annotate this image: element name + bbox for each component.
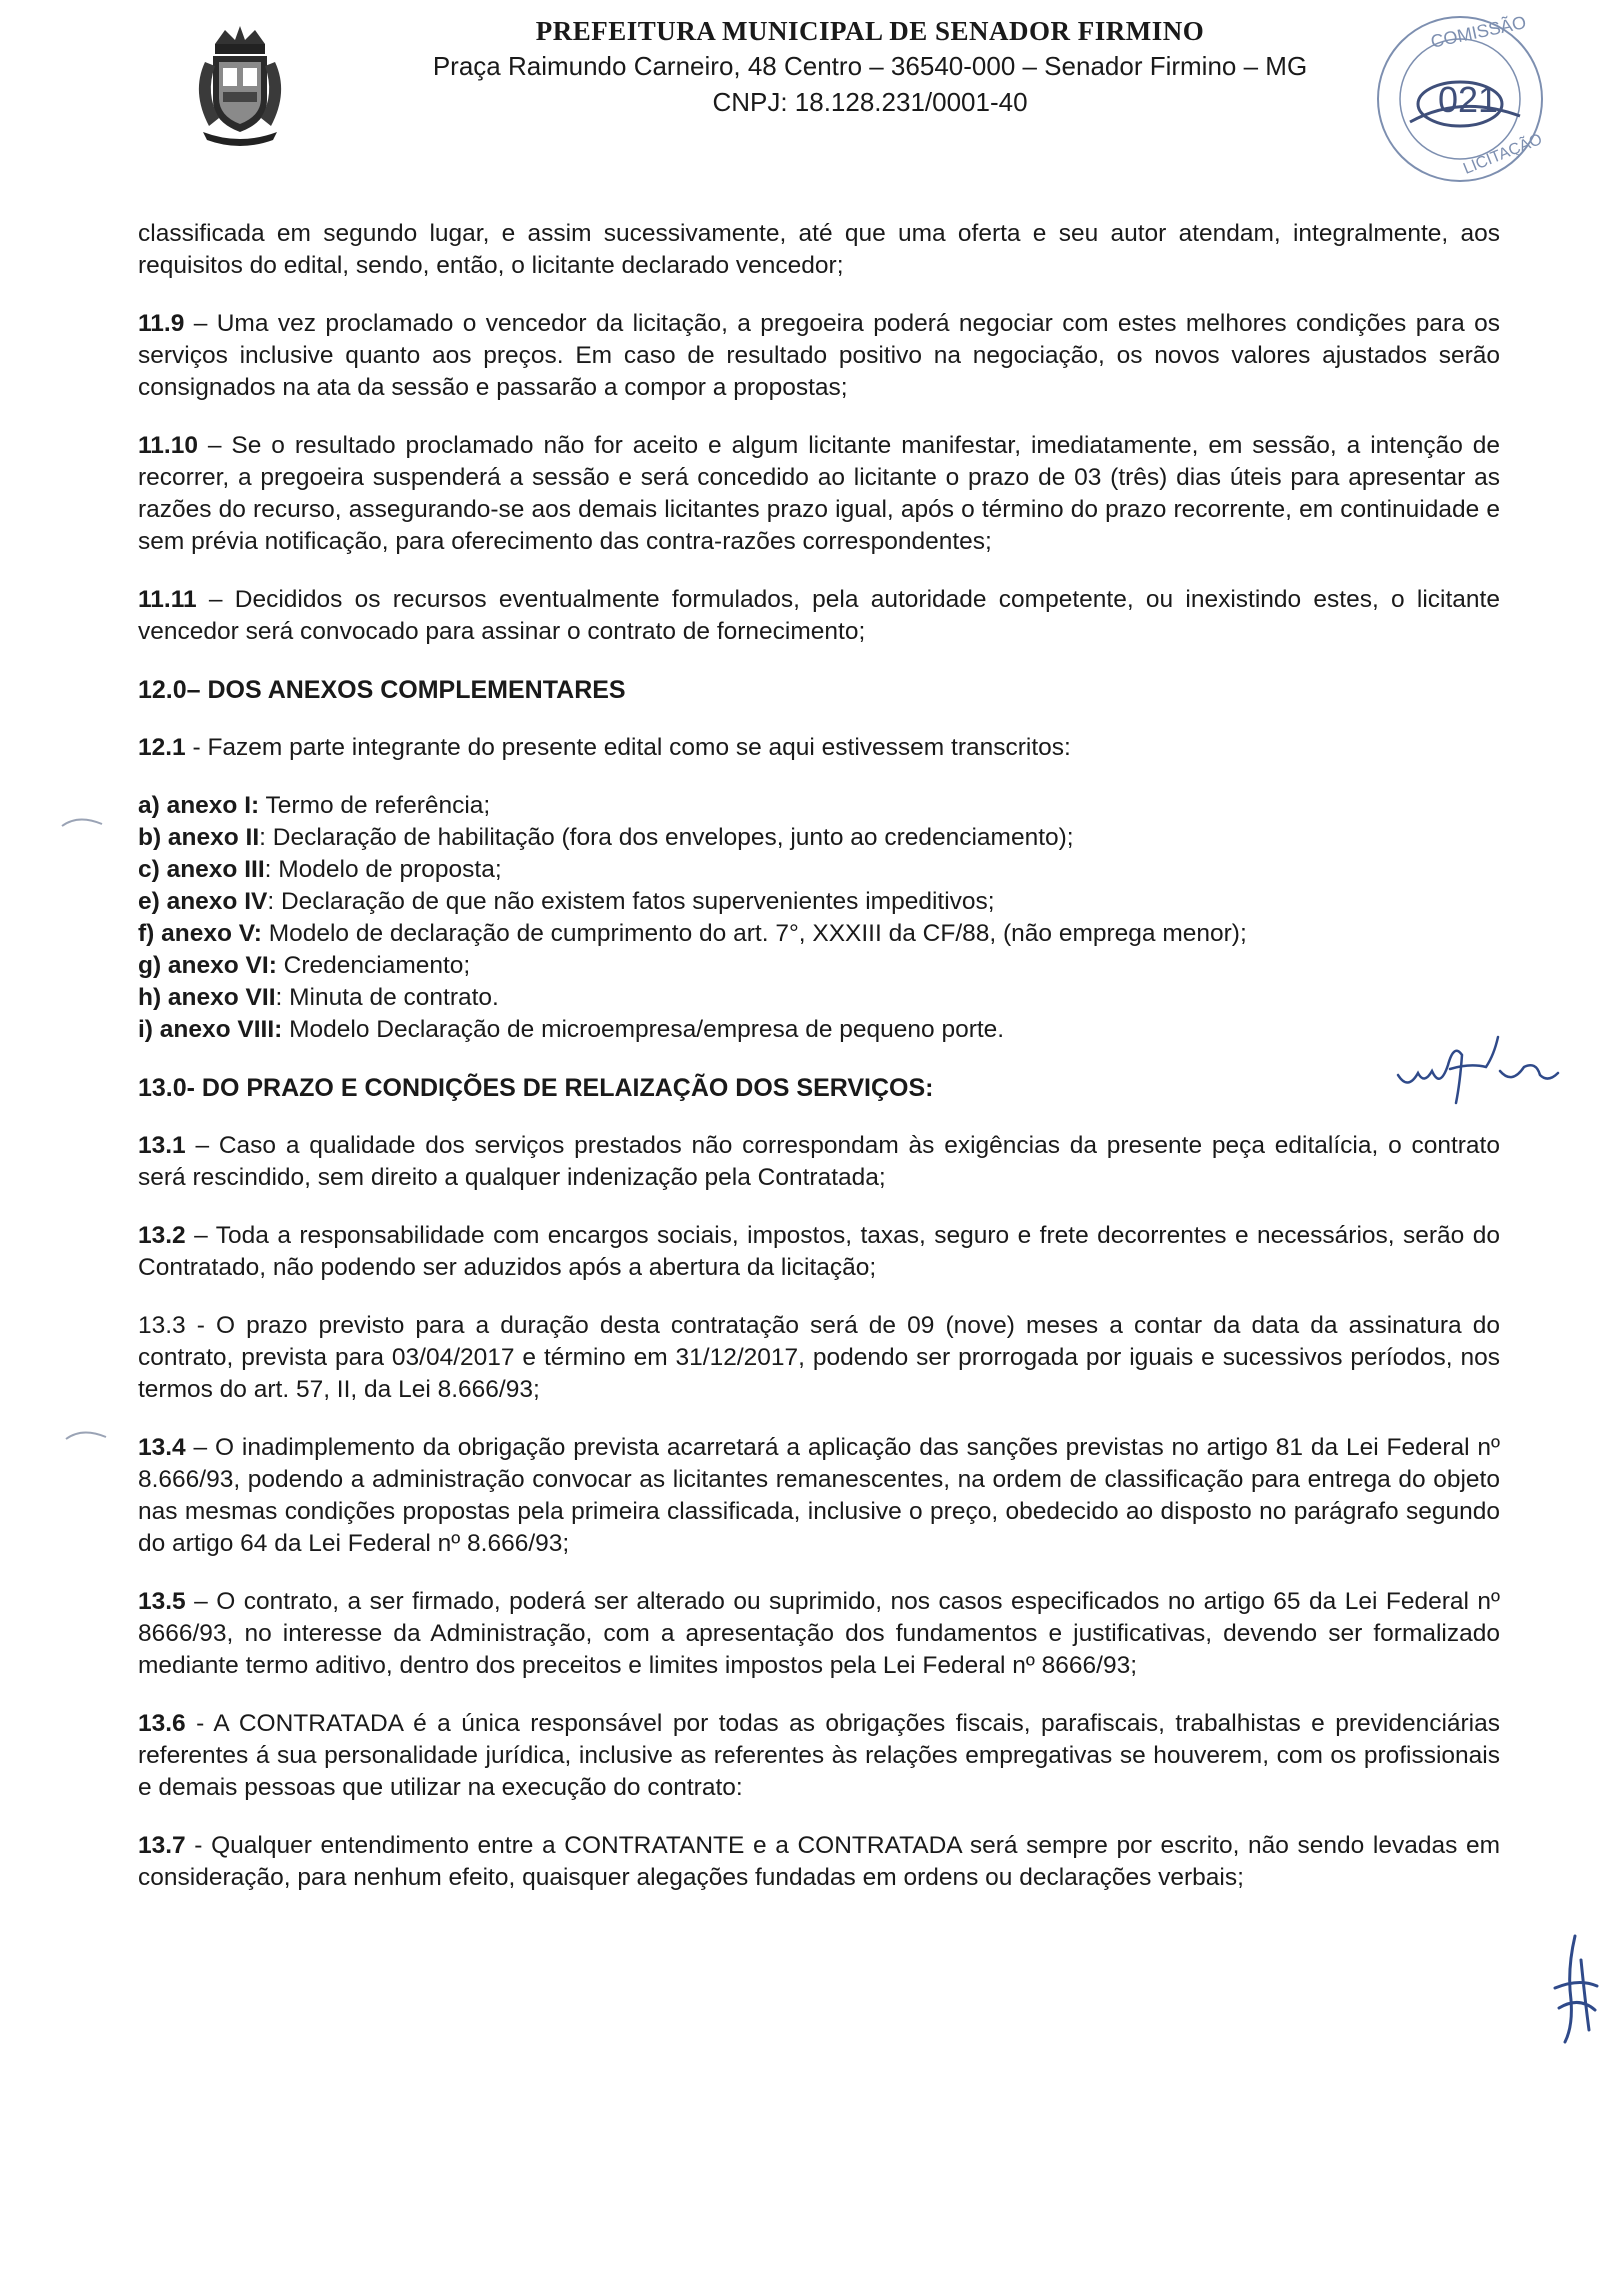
paragraph-11-11: 11.11 – Decididos os recursos eventualmente formulados, pela autoridade competente, ou inexistindo estes, o licitante vencedor será convocado para assinar o contrato de fornecimento; xyxy=(138,586,1500,645)
list-item: f) anexo V: Modelo de declaração de cumprimento do art. 7°, XXXIII da CF/88, (não emprega menor); xyxy=(138,920,1247,947)
letterhead-text xyxy=(400,14,1340,120)
paragraph-11-10: 11.10 – Se o resultado proclamado não for aceito e algum licitante manifestar, imediatamente, em sessão, a intenção de recorrer, a pregoeira suspenderá a sessão e será concedido ao licitante o prazo de 03 (três) dias úteis para apresentar as razões do recurso, assegurando-se aos demais licitantes prazo igual, após o término do prazo recorrente, em continuidade e sem prévia notificação, para oferecimento das contra-razões correspondentes; xyxy=(138,432,1500,555)
municipal-coat-of-arms-icon xyxy=(185,22,295,150)
paragraph-13-2: 13.2 – Toda a responsabilidade com encargos sociais, impostos, taxas, seguro e frete decorrentes e necessários, serão do Contratado, não podendo ser aduzidos após a abertura da licitação; xyxy=(138,1222,1500,1281)
clause-number: 13.4 xyxy=(138,1434,186,1461)
stamp-number: 021 xyxy=(1438,79,1499,120)
paragraph-11-9: 11.9 – Uma vez proclamado o vencedor da licitação, a pregoeira poderá negociar com estes melhores condições para os serviços inclusive quanto aos preços. Em caso de resultado positivo na negociação, os novos valores ajustados serão consignados na ata da sessão e passarão a compor a propostas; xyxy=(138,310,1500,401)
municipality-title: PREFEITURA MUNICIPAL DE SENADOR FIRMINO xyxy=(535,16,1205,46)
municipality-cnpj: CNPJ: 18.128.231/0001-40 xyxy=(712,87,1028,117)
paragraph-13-3: 13.3 - O prazo previsto para a duração desta contratação será de 09 (nove) meses a contar da data da assinatura do contrato, prevista para 03/04/2017 e término em 31/12/2017, podendo ser prorrogada por iguais e sucessivos períodos, nos termos do art. 57, II, da Lei 8.666/93; xyxy=(138,1312,1500,1403)
clause-number: 12.1 xyxy=(138,734,186,761)
paragraph-13-6: 13.6 - A CONTRATADA é a única responsável por todas as obrigações fiscais, parafiscais, trabalhistas e previdenciárias referentes á sua personalidade jurídica, inclusive as referentes às relações empregativas se houverem, com os profissionais e demais pessoas que utilizar na execução do contrato: xyxy=(138,1710,1500,1801)
commission-stamp-seal xyxy=(1360,4,1560,194)
paragraph-13-5: 13.5 – O contrato, a ser firmado, poderá ser alterado ou suprimido, nos casos especificados no artigo 65 da Lei Federal nº 8666/93, no interesse da Administração, com a apresentação dos fundamentos e justificativas, devendo ser formalizado mediante termo aditivo, dentro dos preceitos e limites impostos pela Lei Federal nº 8666/93; xyxy=(138,1588,1500,1679)
list-item: b) anexo II: Declaração de habilitação (fora dos envelopes, junto ao credenciamento); xyxy=(138,824,1074,851)
section-12-heading: 12.0– DOS ANEXOS COMPLEMENTARES xyxy=(138,676,626,704)
margin-tick-mark xyxy=(58,812,108,832)
clause-number: 13.5 xyxy=(138,1588,186,1615)
list-item: h) anexo VII: Minuta de contrato. xyxy=(138,984,499,1011)
list-item: c) anexo III: Modelo de proposta; xyxy=(138,856,502,883)
list-item: a) anexo I: Termo de referência; xyxy=(138,792,491,819)
clause-number: 13.7 xyxy=(138,1832,186,1859)
list-item: g) anexo VI: Credenciamento; xyxy=(138,952,471,979)
clause-number: 13.1 xyxy=(138,1132,186,1159)
clause-number: 11.11 xyxy=(138,586,197,613)
section-13-heading: 13.0- DO PRAZO E CONDIÇÕES DE RELAIZAÇÃO DOS SERVIÇOS: xyxy=(138,1074,934,1102)
paragraph-11-8-continuation: classificada em segundo lugar, e assim sucessivamente, até que uma oferta e seu autor atendam, integralmente, aos requisitos do edital, sendo, então, o licitante declarado vencedor; xyxy=(138,220,1500,279)
paragraph-13-7: 13.7 - Qualquer entendimento entre a CONTRATANTE e a CONTRATADA será sempre por escrito, não sendo levadas em consideração, para nenhum efeito, quaisquer alegações fundadas em ordens ou declarações verbais; xyxy=(138,1832,1500,1891)
list-item: i) anexo VIII: Modelo Declaração de microempresa/empresa de pequeno porte. xyxy=(138,1016,1005,1043)
margin-tick-mark xyxy=(62,1425,112,1445)
municipality-address: Praça Raimundo Carneiro, 48 Centro – 36540-000 – Senador Firmino – MG xyxy=(432,51,1308,81)
annex-list xyxy=(138,790,1500,1046)
letterhead xyxy=(0,0,1600,190)
clause-number: 13.6 xyxy=(138,1710,186,1737)
document-body xyxy=(138,218,1500,1920)
paragraph-13-4: 13.4 – O inadimplemento da obrigação prevista acarretará a aplicação das sanções previstas no artigo 81 da Lei Federal nº 8.666/93, podendo a administração convocar as licitantes remanescentes, na ordem de classificação para entrega do objeto nas mesmas condições propostas pela primeira classificada, inclusive o preço, obedecido ao disposto no parágrafo segundo do artigo 64 da Lei Federal nº 8.666/93; xyxy=(138,1434,1500,1557)
list-item: e) anexo IV: Declaração de que não existem fatos supervenientes impeditivos; xyxy=(138,888,995,915)
paragraph-12-1: 12.1 - Fazem parte integrante do presente edital como se aqui estivessem transcritos: xyxy=(138,734,1071,761)
handwritten-signature xyxy=(1390,1025,1565,1110)
stamp-bottom-text: LICITAÇÃO xyxy=(1461,130,1545,178)
clause-number: 13.2 xyxy=(138,1222,186,1249)
clause-number: 11.9 xyxy=(138,310,185,337)
paragraph-13-1: 13.1 – Caso a qualidade dos serviços prestados não correspondam às exigências da presente peça editalícia, o contrato será rescindido, sem direito a qualquer indenização pela Contratada; xyxy=(138,1132,1500,1191)
stamp-top-text: COMISSÃO xyxy=(1428,12,1528,52)
clause-number: 11.10 xyxy=(138,432,198,459)
margin-rubric-signature xyxy=(1545,1930,1600,2050)
